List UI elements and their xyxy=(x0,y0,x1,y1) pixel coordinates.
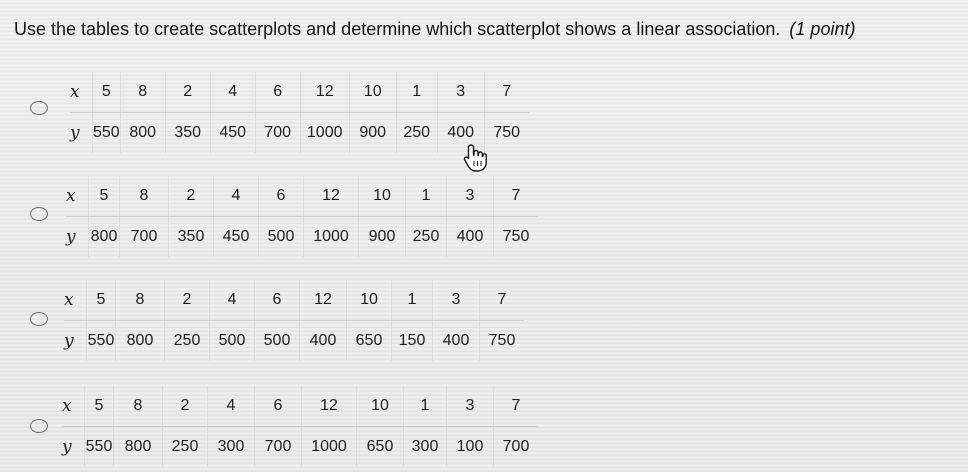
x-value: 2 xyxy=(165,72,210,113)
x-value: 4 xyxy=(210,72,255,113)
y-value: 350 xyxy=(169,217,214,258)
x-value: 6 xyxy=(255,280,300,321)
y-value: 100 xyxy=(447,427,494,468)
y-value: 700 xyxy=(255,113,300,154)
y-value: 800 xyxy=(120,113,165,154)
y-value: 550 xyxy=(93,113,121,154)
y-label: y xyxy=(64,331,74,351)
x-value: 12 xyxy=(304,176,359,217)
option-1-x-row xyxy=(70,72,529,113)
y-value: 900 xyxy=(359,217,406,258)
y-value: 450 xyxy=(210,113,255,154)
y-value: 800 xyxy=(114,427,163,468)
y-value: 250 xyxy=(396,113,437,154)
x-value: 3 xyxy=(447,386,494,427)
option-1-y-row xyxy=(70,113,529,154)
x-value: 2 xyxy=(169,176,214,217)
option-4-y-row xyxy=(62,427,538,468)
x-value: 1 xyxy=(396,72,437,113)
question-points: (1 point) xyxy=(789,19,856,39)
x-value: 8 xyxy=(120,72,165,113)
y-label: y xyxy=(66,227,76,247)
x-value: 2 xyxy=(165,280,210,321)
x-value: 10 xyxy=(349,72,396,113)
y-value: 300 xyxy=(208,427,255,468)
x-value: 12 xyxy=(302,386,357,427)
x-value: 3 xyxy=(433,280,480,321)
y-value: 150 xyxy=(392,321,433,362)
x-value: 12 xyxy=(300,72,349,113)
x-value: 7 xyxy=(494,386,539,427)
y-value: 650 xyxy=(357,427,404,468)
y-value: 800 xyxy=(89,217,120,258)
x-value: 7 xyxy=(494,176,539,217)
x-label: x xyxy=(66,176,89,217)
option-3-radio[interactable] xyxy=(30,312,48,326)
x-value: 3 xyxy=(447,176,494,217)
x-value: 10 xyxy=(357,386,404,427)
x-value: 3 xyxy=(437,72,484,113)
x-value: 8 xyxy=(120,176,169,217)
option-3-x-row xyxy=(64,280,524,321)
x-value: 5 xyxy=(93,72,121,113)
x-value: 7 xyxy=(484,72,529,113)
y-value: 250 xyxy=(163,427,208,468)
x-value: 6 xyxy=(259,176,304,217)
x-value: 12 xyxy=(300,280,347,321)
option-4-radio[interactable] xyxy=(30,419,48,433)
question-text: Use the tables to create scatterplots and determine which scatterplot shows a linear association. xyxy=(14,19,781,39)
question-prompt xyxy=(14,18,855,40)
y-value: 1000 xyxy=(302,427,357,468)
y-value: 350 xyxy=(165,113,210,154)
option-1-radio[interactable] xyxy=(30,101,48,115)
option-2-radio[interactable] xyxy=(30,207,48,221)
y-label: y xyxy=(70,123,80,143)
option-2-table xyxy=(66,176,538,257)
y-value: 500 xyxy=(210,321,255,362)
x-value: 8 xyxy=(116,280,165,321)
option-4-table xyxy=(62,386,538,467)
option-4-x-row xyxy=(62,386,538,427)
x-value: 5 xyxy=(87,280,116,321)
y-label: y xyxy=(62,437,72,457)
y-value: 800 xyxy=(116,321,165,362)
x-value: 10 xyxy=(359,176,406,217)
x-value: 6 xyxy=(255,386,302,427)
y-value: 400 xyxy=(437,113,484,154)
x-value: 5 xyxy=(85,386,114,427)
y-value: 1000 xyxy=(300,113,349,154)
y-value: 750 xyxy=(494,217,539,258)
y-value: 400 xyxy=(447,217,494,258)
option-3-table xyxy=(64,280,524,361)
x-value: 1 xyxy=(404,386,447,427)
x-label: x xyxy=(70,72,93,113)
y-value: 250 xyxy=(406,217,447,258)
y-value: 900 xyxy=(349,113,396,154)
x-value: 4 xyxy=(214,176,259,217)
x-label: x xyxy=(64,280,87,321)
y-value: 500 xyxy=(255,321,300,362)
y-value: 450 xyxy=(214,217,259,258)
option-2-y-row xyxy=(66,217,538,258)
y-value: 700 xyxy=(255,427,302,468)
x-value: 4 xyxy=(208,386,255,427)
y-value: 750 xyxy=(484,113,529,154)
option-1-table xyxy=(70,72,529,153)
x-value: 1 xyxy=(406,176,447,217)
x-value: 4 xyxy=(210,280,255,321)
x-value: 2 xyxy=(163,386,208,427)
y-value: 1000 xyxy=(304,217,359,258)
y-value: 750 xyxy=(480,321,525,362)
x-value: 8 xyxy=(114,386,163,427)
y-value: 300 xyxy=(404,427,447,468)
y-value: 550 xyxy=(87,321,116,362)
x-label: x xyxy=(62,386,85,427)
option-3-y-row xyxy=(64,321,524,362)
y-value: 400 xyxy=(300,321,347,362)
y-value: 650 xyxy=(347,321,392,362)
x-value: 5 xyxy=(89,176,120,217)
x-value: 10 xyxy=(347,280,392,321)
hand-pointer-icon xyxy=(462,143,490,173)
y-value: 500 xyxy=(259,217,304,258)
y-value: 550 xyxy=(85,427,114,468)
y-value: 400 xyxy=(433,321,480,362)
x-value: 6 xyxy=(255,72,300,113)
option-2-x-row xyxy=(66,176,538,217)
y-value: 700 xyxy=(494,427,539,468)
y-value: 700 xyxy=(120,217,169,258)
x-value: 1 xyxy=(392,280,433,321)
y-value: 250 xyxy=(165,321,210,362)
x-value: 7 xyxy=(480,280,525,321)
